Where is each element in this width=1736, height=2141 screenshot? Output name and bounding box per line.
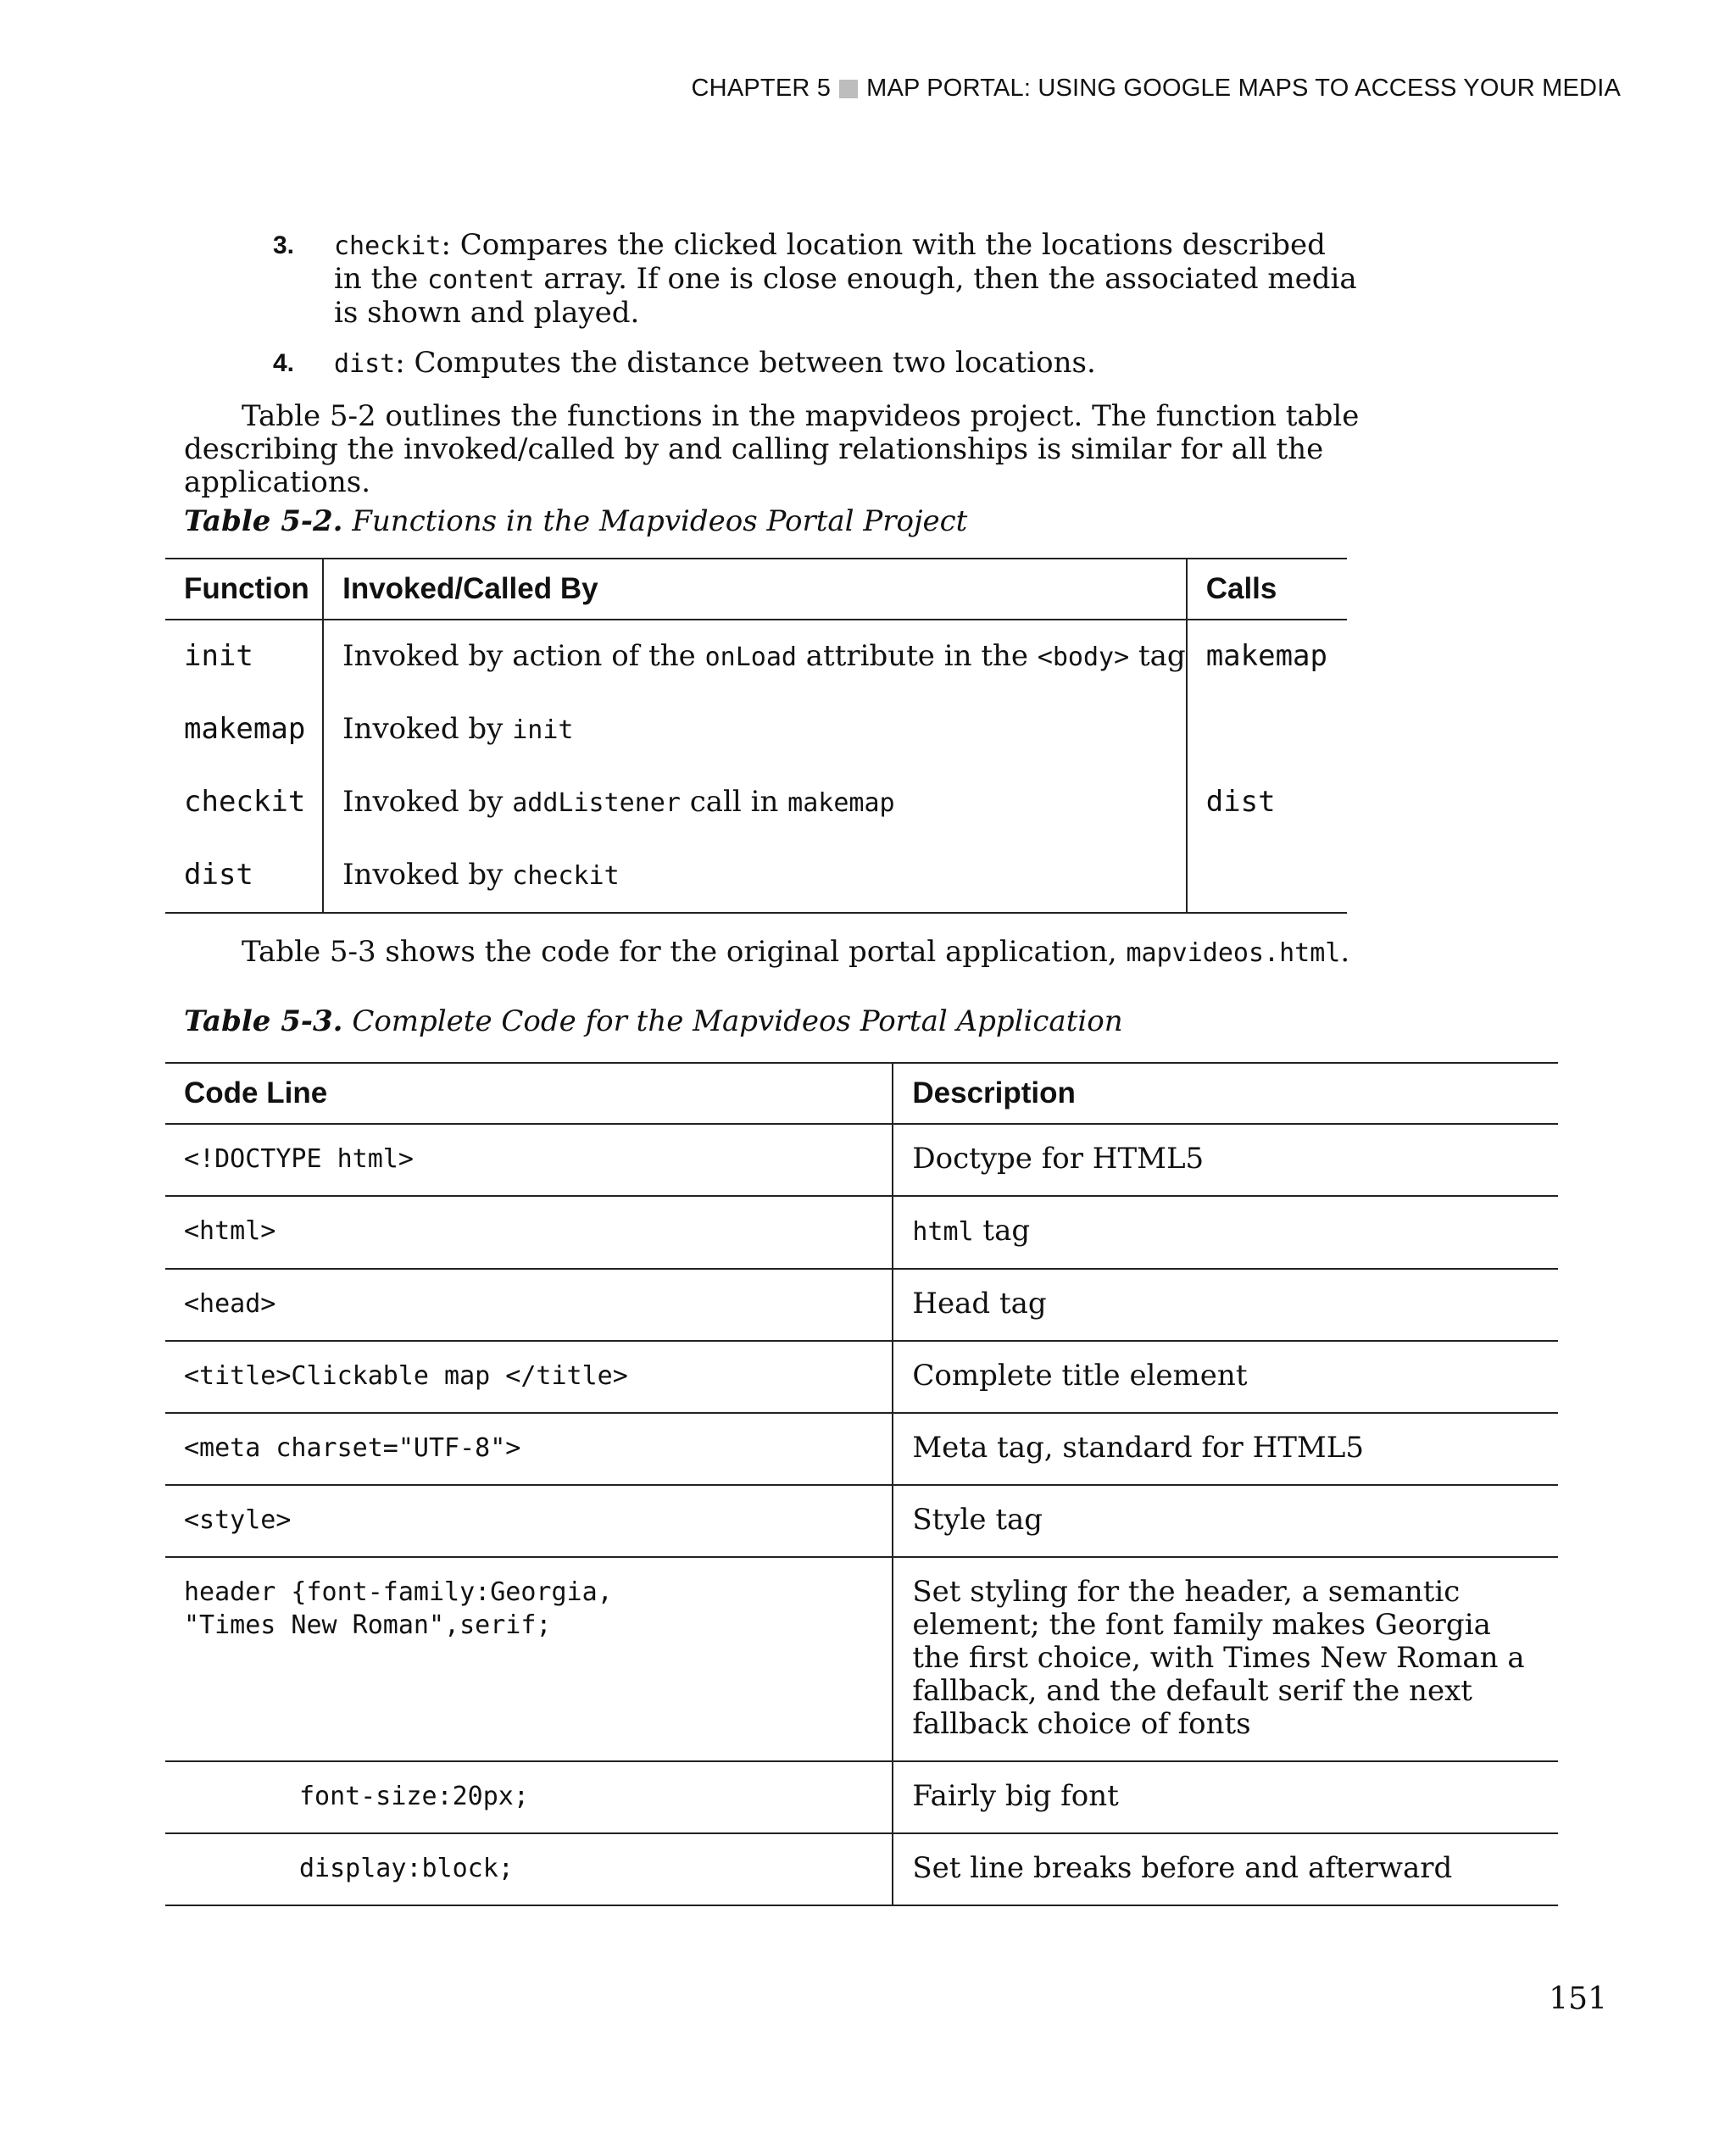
function-cell: makemap bbox=[184, 712, 306, 746]
text-run: Invoked by action of the bbox=[342, 639, 705, 673]
table-row bbox=[165, 1196, 1558, 1269]
inline-code: mapvideos.html bbox=[1126, 938, 1341, 968]
chapter-label: CHAPTER 5 bbox=[691, 75, 832, 102]
description-cell: Meta tag, standard for HTML5 bbox=[893, 1413, 1558, 1485]
list-item-number: 3. bbox=[273, 231, 295, 259]
table-row bbox=[165, 1557, 1558, 1761]
numbered-list bbox=[273, 229, 1358, 398]
description-cell: Style tag bbox=[893, 1485, 1558, 1557]
description-cell: Set styling for the header, a semantic element; the font family makes Georgia the first choice, with Times New Roman a fallback, and the default serif the next fallback choice of fonts bbox=[893, 1557, 1558, 1761]
calls-cell bbox=[1187, 839, 1347, 913]
calls-cell: makemap bbox=[1205, 639, 1327, 673]
function-cell: checkit bbox=[184, 785, 306, 819]
table-row bbox=[165, 1341, 1558, 1413]
description-cell: Head tag bbox=[893, 1269, 1558, 1341]
text-run: : Compares the clicked location with the locations described in the bbox=[334, 228, 1326, 296]
inline-code: init bbox=[512, 715, 574, 745]
table-caption bbox=[184, 504, 967, 538]
invoked-cell bbox=[323, 839, 1187, 913]
table-row bbox=[165, 1485, 1558, 1557]
text-run: array. If one is close enough, then the associated media is shown and played. bbox=[334, 262, 1357, 330]
text-run: . bbox=[1340, 935, 1350, 969]
page-number: 151 bbox=[1549, 1982, 1607, 2016]
inline-code: content bbox=[427, 265, 535, 295]
text-run: : Computes the distance between two locations. bbox=[395, 346, 1096, 380]
column-header: Invoked/Called By bbox=[323, 559, 1187, 620]
table-row bbox=[165, 1124, 1558, 1196]
table-row bbox=[165, 693, 1347, 766]
code-line-cell: <head> bbox=[165, 1269, 893, 1341]
invoked-cell bbox=[323, 766, 1187, 839]
code-line-cell: <!DOCTYPE html> bbox=[165, 1124, 893, 1196]
column-header: Description bbox=[893, 1063, 1558, 1124]
inline-code: dist bbox=[334, 349, 396, 379]
calls-cell: dist bbox=[1205, 785, 1276, 819]
code-line: "Times New Roman",serif; bbox=[184, 1610, 552, 1640]
description-cell bbox=[893, 1196, 1558, 1269]
code-line-cell: <title>Clickable map </title> bbox=[165, 1341, 893, 1413]
column-header: Function bbox=[165, 559, 323, 620]
code-line-cell: <meta charset="UTF-8"> bbox=[165, 1413, 893, 1485]
inline-code: <body> bbox=[1037, 642, 1130, 672]
invoked-cell bbox=[323, 620, 1187, 693]
function-cell: init bbox=[184, 639, 253, 673]
paragraph-table3-intro bbox=[184, 936, 1455, 970]
column-header: Calls bbox=[1187, 559, 1347, 620]
text-run: attribute in the bbox=[796, 639, 1038, 673]
description-cell: Doctype for HTML5 bbox=[893, 1124, 1558, 1196]
inline-code: checkit bbox=[334, 231, 442, 261]
text-run: tag bbox=[1129, 639, 1186, 673]
table-caption bbox=[184, 1004, 1123, 1038]
list-item-number: 4. bbox=[273, 349, 295, 377]
invoked-cell bbox=[323, 693, 1187, 766]
chapter-title: MAP PORTAL: USING GOOGLE MAPS TO ACCESS YOUR MEDIA bbox=[866, 75, 1621, 102]
functions-table bbox=[165, 558, 1347, 914]
running-header bbox=[692, 75, 1621, 103]
caption-label: Table 5-2. bbox=[184, 504, 343, 538]
list-item bbox=[273, 347, 1358, 381]
caption-label: Table 5-3. bbox=[184, 1004, 343, 1038]
description-cell: Complete title element bbox=[893, 1341, 1558, 1413]
inline-code: addListener bbox=[512, 788, 681, 818]
code-line-cell bbox=[165, 1557, 893, 1761]
code-line-cell: <style> bbox=[165, 1485, 893, 1557]
inline-code: onLoad bbox=[704, 642, 797, 672]
description-cell: Set line breaks before and afterward bbox=[893, 1833, 1558, 1905]
text-run: call in bbox=[680, 785, 788, 819]
separator-square-icon bbox=[839, 80, 858, 98]
text-run: Invoked by bbox=[342, 858, 513, 892]
text-run: Table 5-3 shows the code for the original portal application, bbox=[242, 935, 1127, 969]
paragraph-intro: Table 5-2 outlines the functions in the mapvideos project. The function table describing the invoked/called by and calling relationships is similar for all the applications. bbox=[184, 399, 1360, 499]
code-table bbox=[165, 1062, 1558, 1906]
table-row bbox=[165, 620, 1347, 693]
calls-cell bbox=[1187, 693, 1347, 766]
code-line: header {font-family:Georgia, bbox=[184, 1577, 613, 1607]
table-header-row bbox=[165, 1063, 1558, 1124]
function-cell: dist bbox=[165, 839, 323, 913]
inline-code: checkit bbox=[512, 861, 620, 891]
table-row bbox=[165, 766, 1347, 839]
code-line-cell: <html> bbox=[165, 1196, 893, 1269]
table-row bbox=[165, 1269, 1558, 1341]
table-row bbox=[165, 1413, 1558, 1485]
table-header-row bbox=[165, 559, 1347, 620]
description-cell: Fairly big font bbox=[893, 1761, 1558, 1833]
inline-code: html bbox=[912, 1217, 974, 1247]
code-line-cell: font-size:20px; bbox=[165, 1761, 893, 1833]
table-row bbox=[165, 1761, 1558, 1833]
inline-code: makemap bbox=[787, 788, 895, 818]
list-item-text bbox=[334, 347, 1358, 381]
list-item-text bbox=[334, 229, 1358, 330]
text-run: Invoked by bbox=[342, 712, 513, 746]
caption-text: Complete Code for the Mapvideos Portal Application bbox=[352, 1004, 1123, 1038]
table-row bbox=[165, 1833, 1558, 1905]
caption-text: Functions in the Mapvideos Portal Project bbox=[352, 504, 968, 538]
code-line-cell: display:block; bbox=[165, 1833, 893, 1905]
list-item bbox=[273, 229, 1358, 330]
text-run: Invoked by bbox=[342, 785, 513, 819]
text-run: tag bbox=[973, 1214, 1031, 1248]
column-header: Code Line bbox=[165, 1063, 893, 1124]
table-row bbox=[165, 839, 1347, 913]
